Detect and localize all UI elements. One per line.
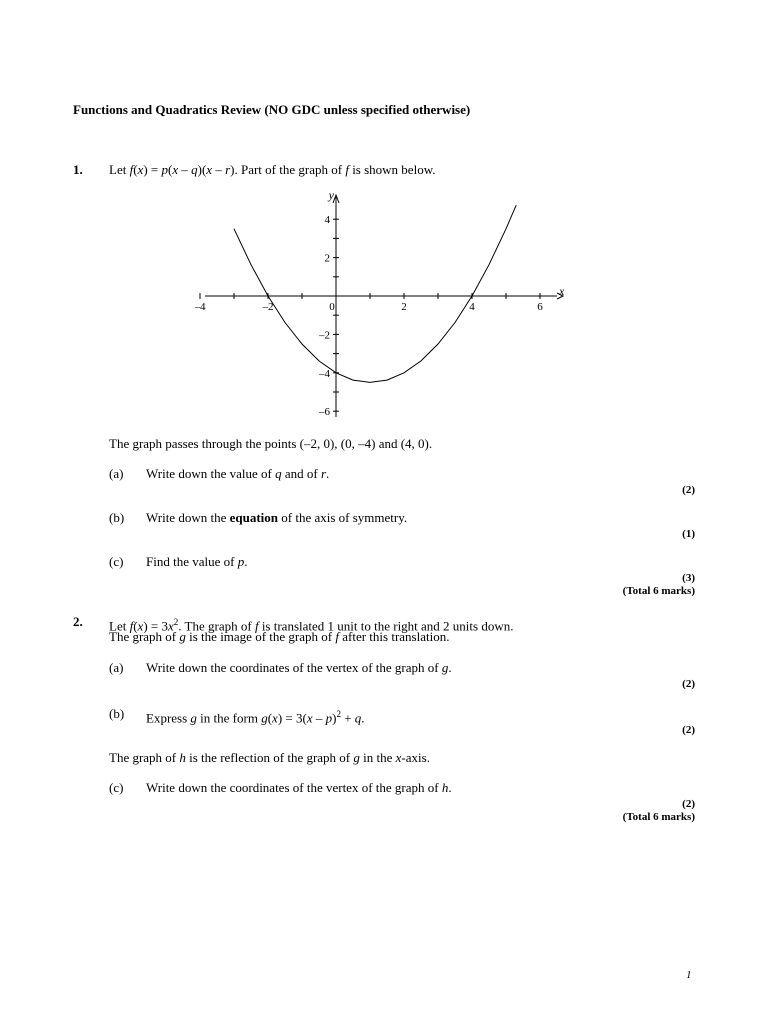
x-axis-label: x <box>559 284 565 298</box>
page-title: Functions and Quadratics Review (NO GDC unless specified otherwise) <box>73 102 471 117</box>
q1b-label: (b) <box>109 510 125 525</box>
x-tick-label: 4 <box>469 301 475 313</box>
question-1-stem: Let f(x) = p(x – q)(x – r). Part of the graph of f is shown below. <box>109 162 436 177</box>
x-tick-label: –2 <box>262 301 274 313</box>
page-number: 1 <box>686 969 692 981</box>
q2c-text: Write down the coordinates of the vertex of the graph of h. <box>146 780 452 795</box>
x-tick-label: 0 <box>329 301 335 313</box>
q1c-marks: (3) <box>682 572 695 584</box>
q1a-marks: (2) <box>682 484 695 496</box>
q2a-marks: (2) <box>682 678 695 690</box>
q2a-text: Write down the coordinates of the vertex of the graph of g. <box>146 660 452 675</box>
x-tick-label: 6 <box>537 301 543 313</box>
q2b-marks: (2) <box>682 724 695 736</box>
q1b-marks: (1) <box>682 528 695 540</box>
question-2-line-1: Let $f(x) = 3x^2$. The graph of f is translated 1 unit to the right and 2 units down. <box>109 617 514 634</box>
q1-points-text: The graph passes through the points (–2, 0), (0, –4) and (4, 0). <box>109 436 433 451</box>
q1-total-marks: (Total 6 marks) <box>622 585 695 597</box>
x-tick-label: 2 <box>401 301 407 313</box>
q2b-text: Express g in the form g(x) = 3(x – p)$^2$ + q. <box>146 709 365 726</box>
q1a-text: Write down the value of q and of r. <box>146 466 330 481</box>
question-2-line-2: The graph of g is the image of the graph of f after this translation. <box>109 629 450 644</box>
y-axis-label: y <box>328 188 334 202</box>
y-tick-label: 2 <box>324 252 330 265</box>
q2a-label: (a) <box>109 660 124 675</box>
parabola-curve <box>234 205 516 382</box>
q1a-label: (a) <box>109 466 124 481</box>
q2-reflection-text: The graph of h is the reflection of the graph of g in the x-axis. <box>109 750 430 765</box>
q1c-text: Find the value of p. <box>146 554 248 569</box>
y-tick-label: –6 <box>319 406 330 419</box>
q2c-label: (c) <box>109 780 124 795</box>
q1b-text: Write down the equation of the axis of symmetry. <box>146 510 408 525</box>
question-1-number: 1. <box>73 162 83 177</box>
question-2-number: 2. <box>73 614 83 629</box>
y-tick-label: –2 <box>319 329 330 342</box>
q2-total-marks: (Total 6 marks) <box>622 811 695 823</box>
y-tick-label: –4 <box>319 367 330 380</box>
q2c-marks: (2) <box>682 798 695 810</box>
q2b-label: (b) <box>109 706 125 721</box>
y-tick-label: 4 <box>324 214 330 227</box>
x-tick-label: –4 <box>195 301 206 313</box>
q1c-label: (c) <box>109 554 124 569</box>
parabola-graph <box>195 185 575 420</box>
